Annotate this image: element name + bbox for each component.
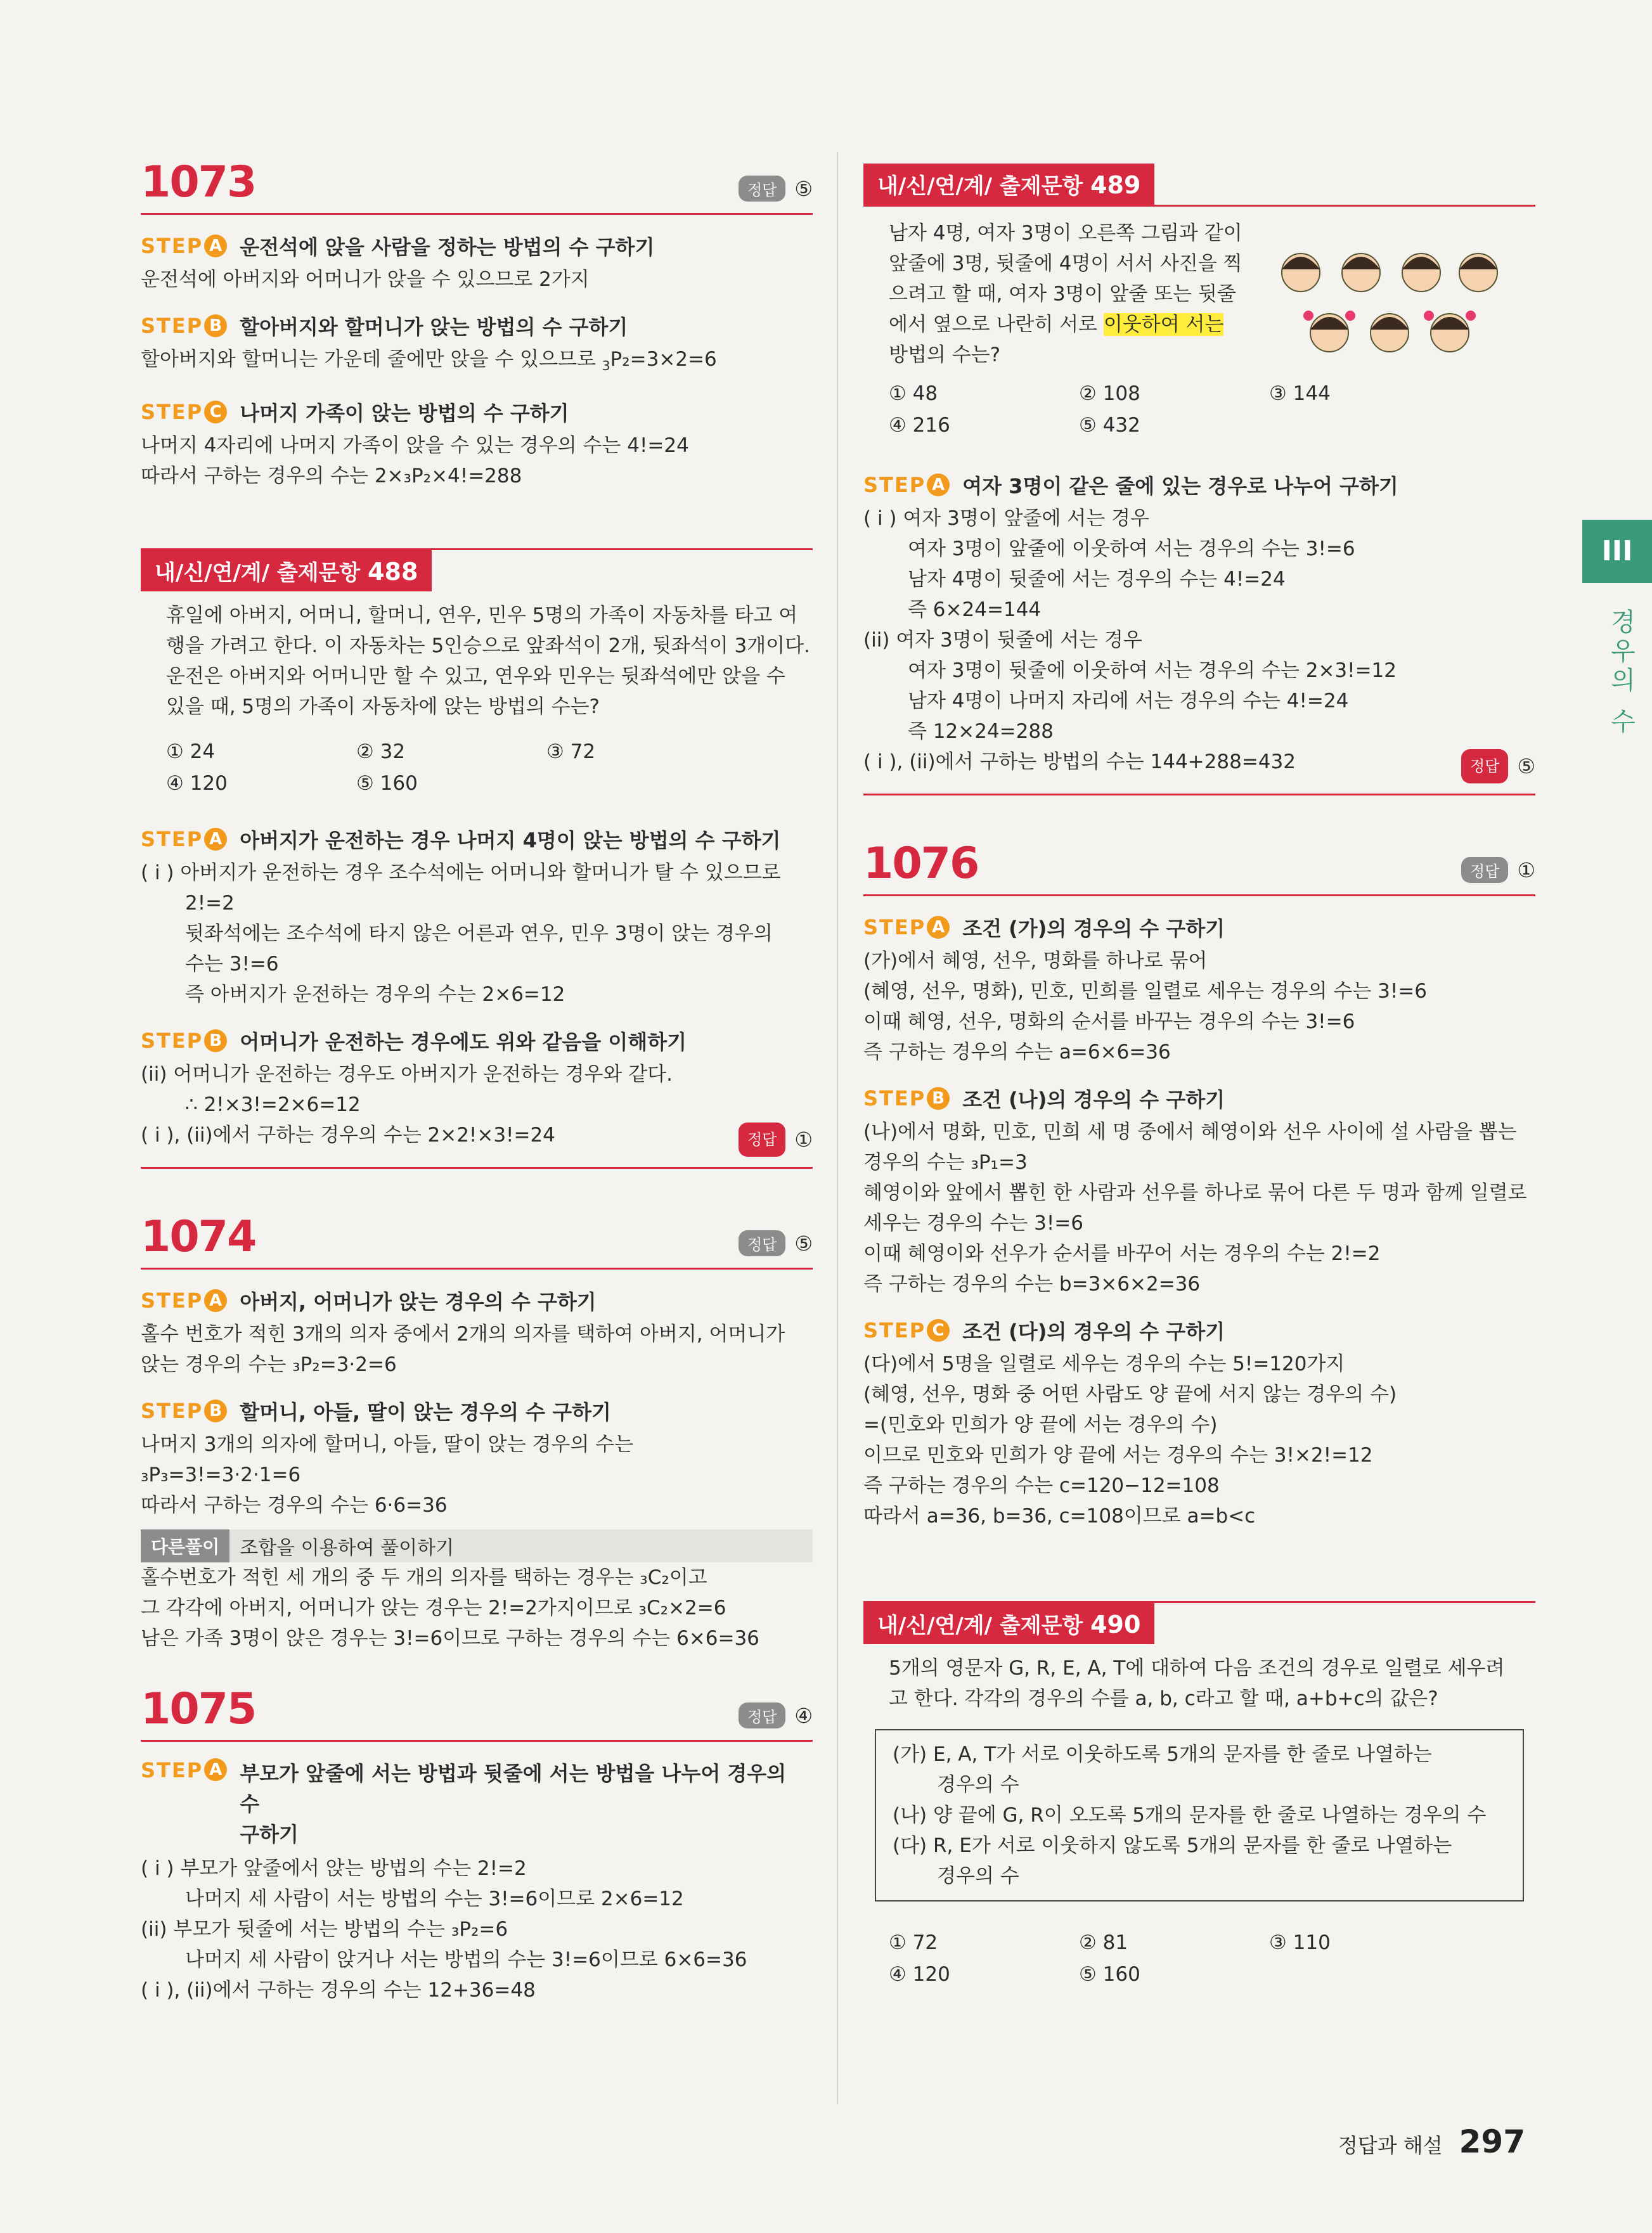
text-line: ( i ) 여자 3명이 앞줄에 서는 경우 xyxy=(863,507,1149,530)
choices xyxy=(863,1927,1535,1990)
choice-2: ② 108 xyxy=(1079,382,1140,405)
problem-number: 1075 xyxy=(141,1684,256,1735)
question-line: 5개의 영문자 G, R, E, A, T에 대하여 다음 조건의 경우로 일렬로 세우려 xyxy=(889,1657,1505,1680)
choice-4: ④ 120 xyxy=(166,772,228,795)
step-title: 할아버지와 할머니가 앉는 방법의 수 구하기 xyxy=(240,315,628,339)
problem-number: 1074 xyxy=(141,1212,256,1263)
step-a: STEP A 아버지가 운전하는 경우 나머지 4명이 앉는 방법의 수 구하기 xyxy=(141,825,813,854)
answer-tag xyxy=(739,1123,813,1157)
answer-badge: 정답 xyxy=(739,1123,785,1157)
choices xyxy=(166,736,813,799)
step-title: 어머니가 운전하는 경우에도 위와 같음을 이해하기 xyxy=(240,1030,687,1055)
problem-1076 xyxy=(863,833,1535,1531)
linked-banner xyxy=(863,164,1154,205)
text-line: ₃P₃=3!=3·2·1=6 xyxy=(141,1464,301,1487)
condition-line: 경우의 수 xyxy=(937,1865,1019,1888)
step-title: 부모가 앞줄에 서는 방법과 뒷줄에 서는 방법을 나누어 경우의 수 xyxy=(240,1761,787,1817)
choice-5: ⑤ 160 xyxy=(1079,1963,1140,1986)
step-a: STEP A 운전석에 앉을 사람을 정하는 방법의 수 구하기 xyxy=(141,231,813,261)
question-line: 행을 가려고 한다. 이 자동차는 5인승으로 앞좌석이 2개, 뒷좌석이 3개이다. xyxy=(166,634,810,658)
text-line: 그 각각에 아버지, 어머니가 앉는 경우는 2!=2가지이므로 ₃C₂×2=6 xyxy=(141,1597,726,1620)
answer-tag xyxy=(739,1702,813,1728)
text-line: (다)에서 5명을 일렬로 세우는 경우의 수는 5!=120가지 xyxy=(863,1353,1345,1375)
step-c: STEP C 조건 (다)의 경우의 수 구하기 xyxy=(863,1316,1535,1345)
question-line xyxy=(863,309,1256,340)
choice-4: ④ 120 xyxy=(889,1963,950,1986)
text-line: 이때 혜영, 선우, 명화의 순서를 바꾸는 경우의 수는 3!=6 xyxy=(863,1010,1355,1033)
text-line: 홀수 번호가 적힌 3개의 의자 중에서 2개의 의자를 택하여 아버지, 어머니가 xyxy=(141,1323,785,1346)
choices xyxy=(863,378,1535,441)
answer-tag xyxy=(1461,749,1535,783)
answer-value: ① xyxy=(1517,858,1535,882)
text-line: 즉 구하는 경우의 수는 a=6×6=36 xyxy=(863,1041,1171,1064)
divider xyxy=(141,1167,813,1169)
text-line: 나머지 4자리에 나머지 가족이 앉을 수 있는 경우의 수는 4!=24 xyxy=(141,434,689,458)
choice-3: ③ 144 xyxy=(1269,382,1331,405)
text-line: 남자 4명이 나머지 자리에 서는 경우의 수는 4!=24 xyxy=(908,690,1349,712)
step-title: 구하기 xyxy=(240,1822,299,1847)
step-b: STEP B 할머니, 아들, 딸이 앉는 경우의 수 구하기 xyxy=(141,1396,813,1425)
text-line: 따라서 구하는 경우의 수는 2×₃P₂×4!=288 xyxy=(141,465,522,488)
condition-line: 경우의 수 xyxy=(937,1773,1019,1796)
text-line: 이때 혜영이와 선우가 순서를 바꾸어 서는 경우의 수는 2!=2 xyxy=(863,1242,1381,1265)
text-line: (ii) 어머니가 운전하는 경우도 아버지가 운전하는 경우와 같다. xyxy=(141,1063,673,1086)
text-line: 즉 6×24=144 xyxy=(908,598,1042,621)
choice-2: ② 32 xyxy=(356,740,406,764)
step-title: 나머지 가족이 앉는 방법의 수 구하기 xyxy=(240,401,569,426)
linked-banner xyxy=(863,1603,1154,1644)
choice-4: ④ 216 xyxy=(889,414,950,437)
choice-1: ① 72 xyxy=(889,1931,938,1954)
question-line: 있을 때, 5명의 가족이 자동차에 앉는 방법의 수는? xyxy=(166,695,600,719)
problem-1073 xyxy=(141,152,813,491)
condition-line: (다) R, E가 서로 이웃하지 않도록 5개의 문자를 한 줄로 나열하는 xyxy=(893,1834,1452,1857)
text-line: 즉 구하는 경우의 수는 b=3×6×2=36 xyxy=(863,1273,1201,1296)
text-line: ( i ) 아버지가 운전하는 경우 조수석에는 어머니와 할머니가 탈 수 있으므로 xyxy=(141,861,781,885)
answer-badge: 정답 xyxy=(739,1702,785,1728)
step-title: 할머니, 아들, 딸이 앉는 경우의 수 구하기 xyxy=(240,1400,611,1425)
answer-value: ① xyxy=(794,1128,813,1152)
text-line: =(민호와 민희가 양 끝에 서는 경우의 수) xyxy=(863,1413,1218,1436)
answer-value: ④ xyxy=(794,1703,813,1728)
highlighted-text: 이웃하여 서는 xyxy=(1103,313,1224,336)
column-divider xyxy=(837,152,838,2104)
question-line: 휴일에 아버지, 어머니, 할머니, 연우, 민우 5명의 가족이 자동차를 타고 여 xyxy=(166,604,798,627)
step-a: STEP A 부모가 앞줄에 서는 방법과 뒷줄에 서는 방법을 나누어 경우의 수 구하기 xyxy=(141,1758,813,1850)
question-line: 고 한다. 각각의 경우의 수를 a, b, c라고 할 때, a+b+c의 값은? xyxy=(889,1687,1438,1710)
text-line xyxy=(141,1120,813,1150)
step-title: 운전석에 앉을 사람을 정하는 방법의 수 구하기 xyxy=(240,235,655,259)
alt-solution-header xyxy=(141,1529,813,1562)
choice-1: ① 24 xyxy=(166,740,216,764)
condition-line: (나) 양 끝에 G, R이 오도록 5개의 문자를 한 줄로 나열하는 경우의 수 xyxy=(893,1804,1487,1827)
text-line: 즉 구하는 경우의 수는 c=120−12=108 xyxy=(863,1474,1220,1497)
step-title: 조건 (나)의 경우의 수 구하기 xyxy=(962,1088,1225,1112)
chapter-label: 경우의 수 xyxy=(1606,608,1636,737)
answer-badge: 정답 xyxy=(1461,857,1508,883)
step-c: STEP C 나머지 가족이 앉는 방법의 수 구하기 xyxy=(141,397,813,427)
chapter-tab xyxy=(1582,520,1652,583)
answer-value: ⑤ xyxy=(794,1231,813,1256)
step-b: STEP B 어머니가 운전하는 경우에도 위와 같음을 이해하기 xyxy=(141,1026,813,1055)
text-part: ( i ), (ii)에서 구하는 방법의 수는 144+288=432 xyxy=(863,750,1296,773)
linked-problem-489 xyxy=(863,164,1535,795)
step-a: STEP A 조건 (가)의 경우의 수 구하기 xyxy=(863,913,1535,942)
text-line: 즉 아버지가 운전하는 경우의 수는 2×6=12 xyxy=(185,983,565,1007)
text-line: (가)에서 혜영, 선우, 명화를 하나로 묶어 xyxy=(863,949,1208,972)
step-c-icon: C xyxy=(927,1319,950,1342)
problem-number: 1076 xyxy=(863,839,979,889)
text-line: 여자 3명이 뒷줄에 이웃하여 서는 경우의 수는 2×3!=12 xyxy=(908,659,1397,682)
choice-5: ⑤ 432 xyxy=(1079,414,1140,437)
step-a-icon: A xyxy=(204,235,227,257)
text-line: 여자 3명이 앞줄에 이웃하여 서는 경우의 수는 3!=6 xyxy=(908,537,1355,560)
text-line: 혜영이와 앞에서 뽑힌 한 사람과 선우를 하나로 묶어 다른 두 명과 함께 일렬로 xyxy=(863,1181,1527,1204)
text-line: 남자 4명이 뒷줄에 서는 경우의 수는 4!=24 xyxy=(908,568,1286,591)
text-line: 나머지 3개의 의자에 할머니, 아들, 딸이 앉는 경우의 수는 xyxy=(141,1433,634,1457)
banner-label: 내/신/연/계/ 출제문항 xyxy=(155,560,361,586)
step-a-icon: A xyxy=(204,1758,227,1781)
text-line: 홀수번호가 적힌 세 개의 중 두 개의 의자를 택하는 경우는 ₃C₂이고 xyxy=(141,1566,707,1590)
step-a-icon: A xyxy=(204,828,227,851)
page-footer xyxy=(1338,2123,1525,2160)
text-line: 운전석에 아버지와 어머니가 앉을 수 있으므로 2가지 xyxy=(141,268,590,291)
text-line: (ii) 부모가 뒷줄에 서는 방법의 수는 ₃P₂=6 xyxy=(141,1918,508,1941)
answer-tag xyxy=(739,176,813,202)
text-part: 에서 옆으로 나란히 서로 xyxy=(889,313,1104,336)
text-line: ( i ), (ii)에서 구하는 경우의 수는 12+36=48 xyxy=(141,1979,536,2002)
question-line: 남자 4명, 여자 3명이 오른쪽 그림과 같이 xyxy=(889,222,1242,245)
step-b-icon: B xyxy=(204,1029,227,1052)
banner-number: 489 xyxy=(1090,171,1141,199)
text-line: 나머지 세 사람이 앉거나 서는 방법의 수는 3!=6이므로 6×6=36 xyxy=(185,1948,747,1972)
answer-badge: 정답 xyxy=(1461,749,1508,783)
banner-label: 내/신/연/계/ 출제문항 xyxy=(877,174,1083,199)
step-a-icon: A xyxy=(204,1289,227,1312)
problem-1075 xyxy=(141,1679,813,2005)
text-part: 할아버지와 할머니는 가운데 줄에만 앉을 수 있으므로 xyxy=(141,348,602,371)
step-title: 조건 (가)의 경우의 수 구하기 xyxy=(962,917,1225,941)
choice-3: ③ 72 xyxy=(546,740,596,764)
text-line: 수는 3!=6 xyxy=(185,953,279,976)
question-line: 운전은 아버지와 어머니만 할 수 있고, 연우와 민우는 뒷좌석에만 앉을 수 xyxy=(166,665,785,688)
text-line: ( i ) 부모가 앞줄에서 앉는 방법의 수는 2!=2 xyxy=(141,1857,527,1881)
step-b-icon: B xyxy=(204,314,227,337)
text-line: 이므로 민호와 민희가 양 끝에 서는 경우의 수는 3!×2!=12 xyxy=(863,1444,1373,1467)
condition-box xyxy=(875,1729,1524,1902)
choice-5: ⑤ 160 xyxy=(356,772,418,795)
left-column xyxy=(141,152,813,2005)
alt-label: 다른풀이 xyxy=(141,1529,229,1562)
page-number: 297 xyxy=(1459,2123,1525,2160)
step-a-icon: A xyxy=(927,916,950,939)
step-title: 아버지가 운전하는 경우 나머지 4명이 앉는 방법의 수 구하기 xyxy=(240,828,781,853)
answer-tag xyxy=(1461,857,1535,883)
text-part: P₂=3×2=6 xyxy=(610,348,717,371)
text-line: 남은 가족 3명이 앉은 경우는 3!=6이므로 구하는 경우의 수는 6×6=36 xyxy=(141,1627,759,1651)
answer-value: ⑤ xyxy=(1517,754,1535,778)
text-line: 2!=2 xyxy=(185,892,235,915)
choice-1: ① 48 xyxy=(889,382,938,405)
students-illustration xyxy=(1263,235,1510,374)
banner-number: 490 xyxy=(1090,1611,1141,1638)
question-line: 으려고 할 때, 여자 3명이 앞줄 또는 뒷줄 xyxy=(889,283,1236,306)
text-line: 할아버지와 할머니는 가운데 줄에만 앉을 수 있으므로 $_3$P₂=3×2=6 xyxy=(141,348,717,374)
choice-3: ③ 110 xyxy=(1269,1931,1331,1954)
text-line: 앉는 경우의 수는 ₃P₂=3·2=6 xyxy=(141,1353,397,1377)
text-line: (혜영, 선우, 명화), 민호, 민희를 일렬로 세우는 경우의 수는 3!=6 xyxy=(863,980,1427,1003)
step-a-icon: A xyxy=(927,473,950,496)
text-line: (ii) 여자 3명이 뒷줄에 서는 경우 xyxy=(863,629,1142,652)
text-line xyxy=(863,747,1535,777)
right-column xyxy=(863,164,1535,1990)
text-line: 나머지 세 사람이 서는 방법의 수는 3!=6이므로 2×6=12 xyxy=(185,1888,684,1911)
condition-line: (가) E, A, T가 서로 이웃하도록 5개의 문자를 한 줄로 나열하는 xyxy=(893,1743,1432,1766)
footer-label: 정답과 해설 xyxy=(1338,2133,1443,2158)
step-a: STEP A 여자 3명이 같은 줄에 있는 경우로 나누어 구하기 xyxy=(863,470,1535,499)
step-b: STEP B 조건 (나)의 경우의 수 구하기 xyxy=(863,1084,1535,1113)
answer-badge: 정답 xyxy=(739,1230,785,1256)
linked-banner xyxy=(141,550,432,591)
step-title: 아버지, 어머니가 앉는 경우의 수 구하기 xyxy=(240,1290,597,1315)
banner-label: 내/신/연/계/ 출제문항 xyxy=(877,1613,1083,1638)
question-line: 앞줄에 3명, 뒷줄에 4명이 서서 사진을 찍 xyxy=(889,252,1242,275)
choice-2: ② 81 xyxy=(1079,1931,1128,1954)
step-b: STEP B 할아버지와 할머니가 앉는 방법의 수 구하기 xyxy=(141,311,813,340)
step-b-icon: B xyxy=(927,1087,950,1110)
banner-number: 488 xyxy=(368,558,418,586)
linked-problem-488 xyxy=(141,548,813,1169)
linked-problem-490 xyxy=(863,1601,1535,1990)
text-line: 따라서 구하는 경우의 수는 6·6=36 xyxy=(141,1494,448,1517)
alt-title: 조합을 이용하여 풀이하기 xyxy=(240,1537,455,1560)
text-line: 경우의 수는 ₃P₁=3 xyxy=(863,1151,1028,1174)
answer-tag xyxy=(739,1230,813,1256)
problem-number: 1073 xyxy=(141,157,256,207)
step-a: STEP A 아버지, 어머니가 앉는 경우의 수 구하기 xyxy=(141,1286,813,1315)
step-title: 여자 3명이 같은 줄에 있는 경우로 나누어 구하기 xyxy=(962,474,1398,498)
question-line: 방법의 수는? xyxy=(889,344,1001,366)
text-line: 뒷좌석에는 조수석에 타지 않은 어른과 연우, 민우 3명이 앉는 경우의 xyxy=(185,922,773,946)
text-line: 즉 12×24=288 xyxy=(908,720,1054,743)
chapter-roman: III xyxy=(1601,535,1633,567)
step-title: 조건 (다)의 경우의 수 구하기 xyxy=(962,1320,1225,1344)
problem-1074 xyxy=(141,1207,813,1654)
divider xyxy=(863,794,1535,795)
text-line: 세우는 경우의 수는 3!=6 xyxy=(863,1212,1083,1235)
step-b-icon: B xyxy=(204,1400,227,1422)
answer-value: ⑤ xyxy=(794,176,813,201)
text-part: ( i ), (ii)에서 구하는 경우의 수는 2×2!×3!=24 xyxy=(141,1124,555,1147)
step-c-icon: C xyxy=(204,401,227,423)
text-line: ∴ 2!×3!=2×6=12 xyxy=(185,1093,361,1117)
answer-badge: 정답 xyxy=(739,176,785,202)
text-line: (혜영, 선우, 명화 중 어떤 사람도 양 끝에 서지 않는 경우의 수) xyxy=(863,1383,1397,1406)
text-line: 따라서 a=36, b=36, c=108이므로 a=b<c xyxy=(863,1505,1256,1528)
text-line: (나)에서 명화, 민호, 민희 세 명 중에서 혜영이와 선우 사이에 설 사람을 뽑는 xyxy=(863,1121,1517,1143)
